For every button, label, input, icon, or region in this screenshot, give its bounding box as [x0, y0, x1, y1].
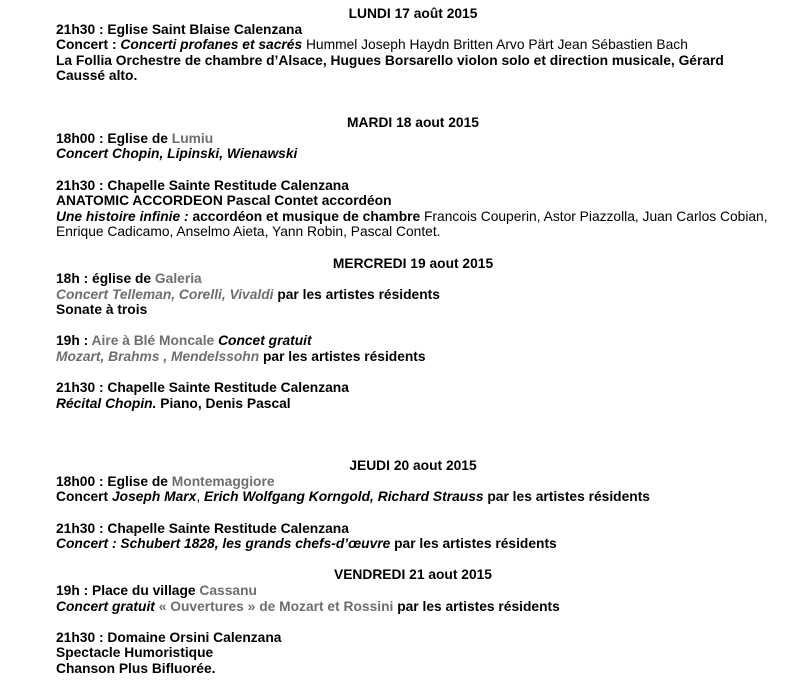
program-line: [56, 53, 770, 84]
program-text-span: Galeria: [154, 271, 202, 287]
day-heading: LUNDI 17 août 2015: [348, 6, 478, 21]
program-text-span: Concert gratuit: [56, 598, 155, 614]
program-line: [56, 380, 770, 396]
program-line: [56, 521, 770, 537]
program-text-span: Hummel Joseph Haydn Britten Arvo Pärt Jean Sébastien Bach: [302, 37, 688, 53]
program-text-span: ANATOMIC ACCORDEON Pascal Contet accordéon: [56, 193, 392, 209]
blank-line: [0, 365, 798, 381]
blank-line: [0, 443, 798, 459]
program-text-span: accordéon et musique de chambre: [192, 208, 421, 224]
program-text-span: Une histoire infinie :: [56, 208, 193, 224]
program-text-span: 21h30 : Domaine Orsini Calenzana: [56, 629, 282, 645]
program-text-span: 21h30 : Chapelle Sainte Restitude Calenzana: [56, 520, 349, 536]
program-text-span: Sonate à trois: [56, 302, 148, 318]
program-line: [56, 536, 770, 552]
program-line: [56, 209, 770, 240]
program-text-span: Concert :: [56, 37, 121, 53]
program-text-span: par les artistes résidents: [273, 286, 440, 302]
program-text-span: Chanson Plus Bifluorée.: [56, 660, 216, 676]
program-text-span: par les artistes résidents: [390, 536, 557, 552]
program-text-span: Mozart, Brahms , Mendelssohn: [56, 349, 260, 365]
program-text-span: 18h00 : Eglise de: [56, 473, 172, 489]
program-line: [56, 131, 770, 147]
program-text-span: 21h30 : Chapelle Sainte Restitude Calenzana: [56, 177, 349, 193]
program-text-span: 21h30 : Chapelle Sainte Restitude Calenzana: [56, 380, 349, 396]
program-text-span: Concert: [56, 489, 112, 505]
program-line: [56, 396, 770, 412]
blank-line: [0, 614, 798, 630]
blank-line: [0, 318, 798, 334]
program-text-span: 19h : Place du village: [56, 582, 200, 598]
program-line: [56, 474, 770, 490]
program-text-span: Récital Chopin.: [56, 395, 157, 411]
program-text-span: Concert Telleman, Corelli, Vivaldi: [56, 286, 274, 302]
program-line: [56, 349, 770, 365]
program-text-span: Concert Chopin, Lipinski, Wienawski: [56, 146, 298, 162]
program-line: [56, 178, 770, 194]
program-text-span: par les artistes résidents: [259, 349, 426, 365]
program-text-span: « Ouvertures » de Mozart et Rossini: [158, 598, 394, 614]
program-text-span: Piano, Denis Pascal: [156, 395, 291, 411]
program-text-span: Aire à Blé Moncale: [91, 333, 215, 349]
program-line: [56, 333, 770, 349]
day-heading: JEUDI 20 aout 2015: [349, 458, 477, 474]
program-line: [56, 37, 770, 53]
program-line: [56, 22, 770, 38]
blank-line: [0, 84, 798, 100]
program-text-span: Concert : Schubert 1828, les grands chefs-d’œuvre: [56, 536, 391, 552]
program-text-span: ,: [196, 489, 204, 505]
program-text-span: Spectacle Humoristique: [56, 645, 214, 661]
program-line: [56, 287, 770, 303]
program-line: [56, 583, 770, 599]
blank-line: [0, 552, 798, 568]
program-line: [56, 599, 770, 615]
day-heading: VENDREDI 21 aout 2015: [334, 567, 492, 583]
program-line: [56, 661, 770, 677]
program-text-span: Lumiu: [171, 130, 214, 146]
program-line: [56, 271, 770, 287]
program-text-span: Erich Wolfgang Korngold, Richard Strauss: [204, 489, 484, 505]
program-text-span: 18h : église de: [56, 271, 155, 287]
program-text-span: Francois Couperin, Astor Piazzolla, Juan Carlos Cobian, Enrique Cadicamo, Anselmo Aieta, Yann Robin, Pascal Contet.: [56, 208, 768, 240]
program-text-span: Cassanu: [199, 582, 257, 598]
program-text-span: Joseph Marx: [111, 489, 197, 505]
program-line: [56, 489, 770, 505]
program-text-span: Concerti profanes et sacrés: [120, 37, 303, 53]
program-text-span: Concet gratuit: [218, 333, 312, 349]
program-text-span: Montemaggiore: [171, 473, 275, 489]
blank-line: [0, 411, 798, 427]
blank-line: [0, 427, 798, 443]
program-line: [56, 146, 770, 162]
program-text-span: 21h30 : Eglise Saint Blaise Calenzana: [56, 21, 303, 37]
day-heading: MERCREDI 19 aout 2015: [332, 255, 494, 271]
day-heading: MARDI 18 aout 2015: [347, 115, 479, 131]
program-text-span: 19h :: [56, 333, 92, 349]
program-line: [56, 302, 770, 318]
program-line: [56, 630, 770, 646]
blank-line: [0, 240, 798, 256]
blank-line: [0, 505, 798, 521]
concert-program-document: [0, 6, 798, 677]
program-text-span: par les artistes résidents: [483, 489, 650, 505]
program-text-span: La Follia Orchestre de chambre d’Alsace, Hugues Borsarello violon solo et direction musicale, Gérard Caussé alto.: [56, 52, 724, 84]
program-text-span: 18h00 : Eglise de: [56, 130, 172, 146]
program-text-span: par les artistes résidents: [393, 598, 560, 614]
program-line: [56, 645, 770, 661]
blank-line: [0, 100, 798, 116]
blank-line: [0, 162, 798, 178]
program-line: [56, 193, 770, 209]
